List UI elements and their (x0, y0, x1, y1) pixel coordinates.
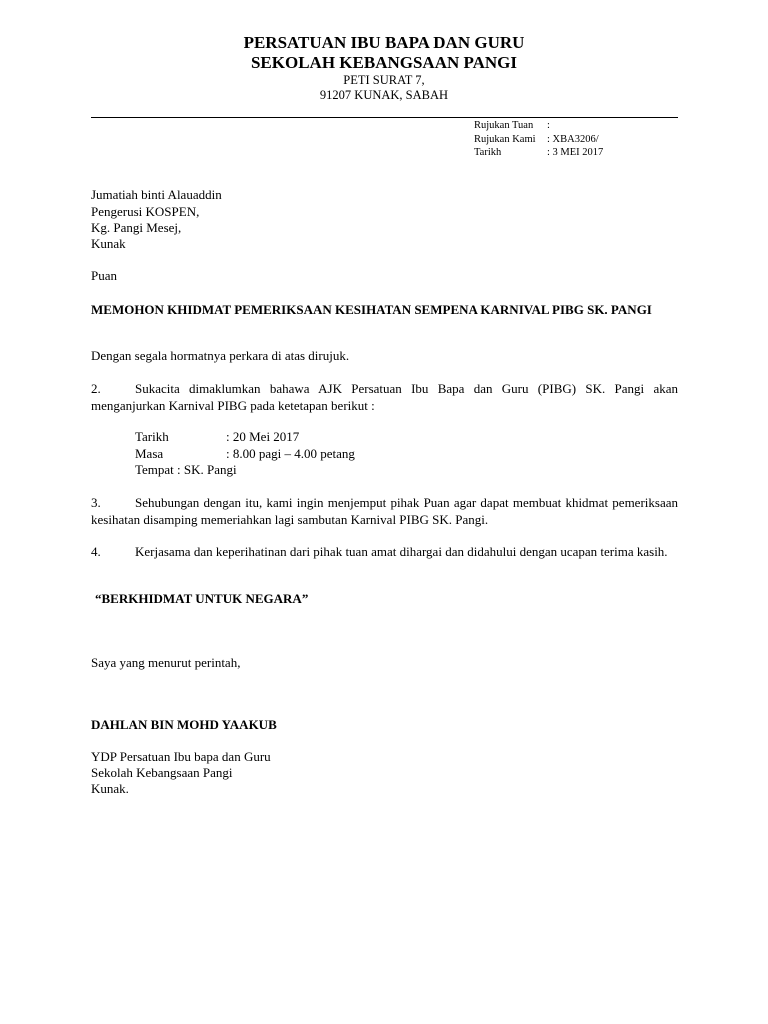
signatory-town: Kunak. (91, 781, 129, 796)
paragraph-3-text: Sehubungan dengan itu, kami ingin menjemput pihak Puan agar dapat membuat khidmat pemeriksaan kesihatan disamping memeriahkan lagi sambutan Karnival PIBG SK. Pangi. (91, 495, 678, 527)
signatory-name: DAHLAN BIN MOHD YAAKUB (91, 717, 277, 732)
event-date-value: : 20 Mei 2017 (226, 429, 300, 444)
event-time-label: Masa (135, 446, 164, 461)
reference-rujukan-tuan (474, 120, 674, 134)
paragraph-4-text: Kerjasama dan keperihatinan dari pihak tuan amat dihargai dan didahului dengan ucapan terima kasih. (135, 544, 668, 559)
organization-name: PERSATUAN IBU BAPA DAN GURU (243, 33, 525, 52)
address-line-1: PETI SURAT 7, (343, 73, 425, 87)
paragraph-2 (91, 380, 678, 414)
tarikh-label: Tarikh (474, 147, 502, 158)
paragraph-3 (91, 494, 678, 528)
opening-line: Dengan segala hormatnya perkara di atas dirujuk. (91, 348, 350, 363)
rujukan-kami-label: Rujukan Kami (474, 134, 536, 145)
reference-tarikh (474, 147, 674, 161)
recipient-position: Pengerusi KOSPEN, (91, 204, 200, 219)
paragraph-2-text: Sukacita dimaklumkan bahawa AJK Persatuan Ibu Bapa dan Guru (PIBG) SK. Pangi akan menganjurkan Karnival PIBG pada ketetapan berikut : (91, 381, 678, 413)
salutation: Puan (91, 268, 117, 283)
event-date-label: Tarikh (135, 429, 169, 444)
paragraph-3-number: 3. (91, 495, 101, 510)
school-name: SEKOLAH KEBANGSAAN PANGI (250, 53, 518, 72)
paragraph-4-number: 4. (91, 544, 101, 559)
rujukan-tuan-label: Rujukan Tuan (474, 120, 534, 131)
event-venue: Tempat : SK. Pangi (135, 462, 237, 477)
recipient-name: Jumatiah binti Alauaddin (91, 187, 222, 202)
tarikh-value: : 3 MEI 2017 (547, 147, 604, 158)
recipient-town: Kunak (91, 236, 126, 251)
signatory-school: Sekolah Kebangsaan Pangi (91, 765, 233, 780)
letter-subject: MEMOHON KHIDMAT PEMERIKSAAN KESIHATAN SEMPENA KARNIVAL PIBG SK. PANGI (91, 302, 652, 317)
paragraph-2-number: 2. (91, 381, 101, 396)
signatory-title: YDP Persatuan Ibu bapa dan Guru (91, 749, 271, 764)
rujukan-tuan-value: : (547, 120, 550, 131)
paragraph-4 (91, 543, 678, 560)
address-line-2: 91207 KUNAK, SABAH (319, 88, 449, 102)
event-time-value: : 8.00 pagi – 4.00 petang (226, 446, 355, 461)
rujukan-kami-value: : XBA3206/ (547, 134, 599, 145)
reference-rujukan-kami (474, 134, 674, 148)
motto: “BERKHIDMAT UNTUK NEGARA” (95, 591, 309, 606)
recipient-address-line: Kg. Pangi Mesej, (91, 220, 182, 235)
letterhead-divider (91, 117, 678, 118)
closing-line: Saya yang menurut perintah, (91, 655, 241, 670)
